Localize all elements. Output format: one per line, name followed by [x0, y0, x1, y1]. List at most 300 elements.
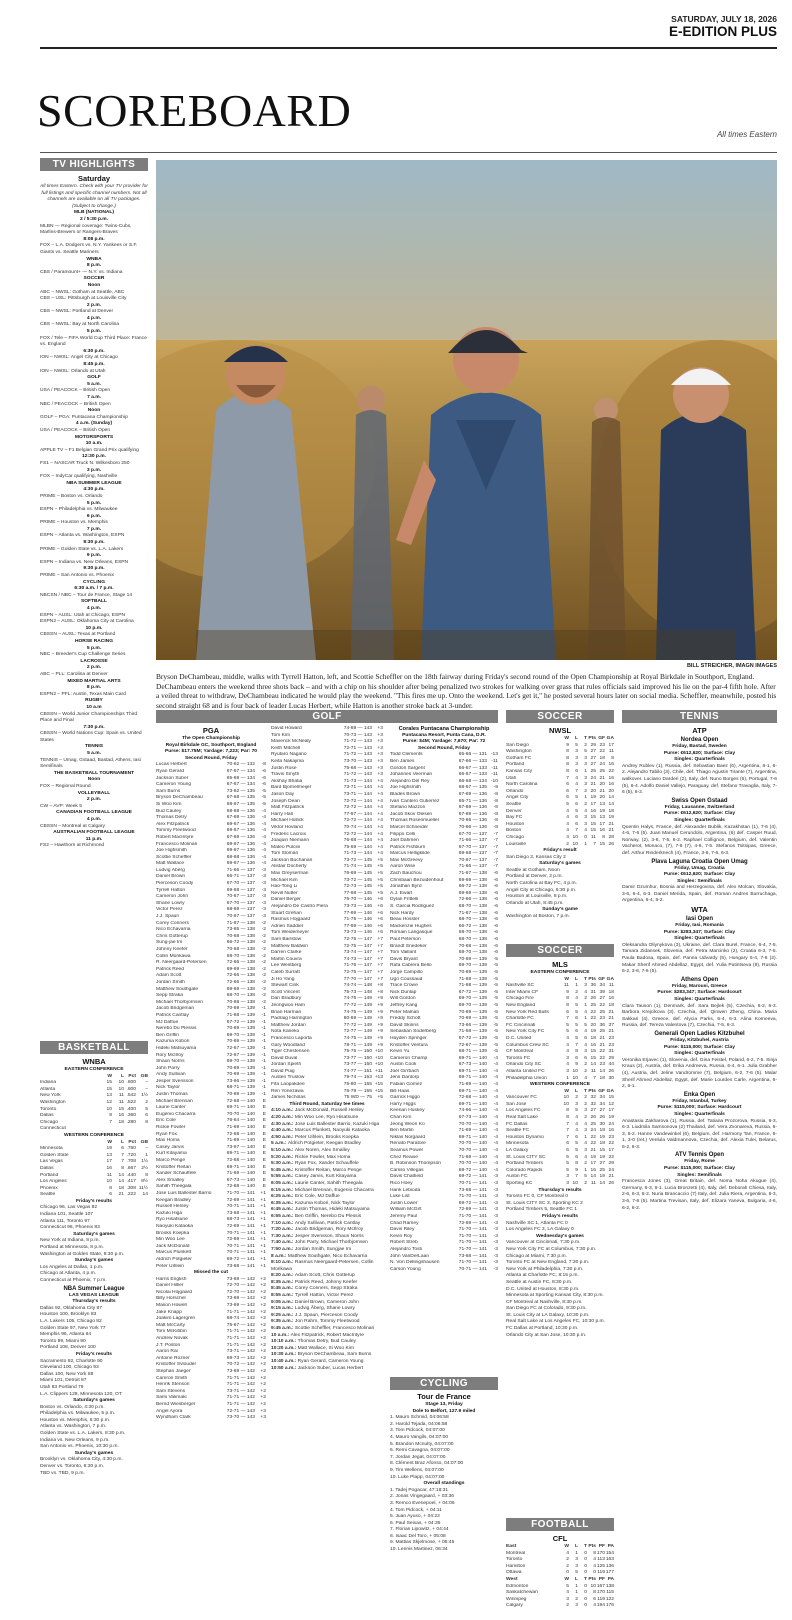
player-to-par: -7	[493, 838, 498, 844]
stat-value: 15	[590, 828, 596, 834]
stat-value: 6	[575, 768, 578, 774]
player-name: Tiger Christensen	[271, 1049, 310, 1055]
player-name: Alex Fitzpatrick	[156, 821, 190, 827]
stat-value: 4	[566, 834, 569, 840]
player-name: Todd Clements	[390, 752, 423, 758]
player-name: Rickie Fowler	[156, 1125, 186, 1131]
stat-value: .360	[126, 1113, 136, 1119]
stat-value: 4	[593, 1603, 596, 1609]
player-to-par: E	[262, 1138, 266, 1144]
player-score: 70-71 — 141	[458, 1180, 487, 1186]
result-line: Portland 108, Denver 100	[40, 1345, 96, 1351]
player-score: 71-71 — 142	[226, 1342, 255, 1348]
leaderboard-row	[156, 1204, 266, 1211]
player-to-par: -4	[493, 1167, 498, 1173]
stat-value: 5	[575, 1022, 578, 1028]
standings-row	[506, 1023, 614, 1030]
player-score: 73-70 — 143	[226, 1415, 255, 1421]
tv-listing: FOX / Tele – FIFA World Cup Third Place: France vs. England	[40, 335, 147, 348]
player-to-par: +2	[260, 1382, 266, 1388]
stat-value: 6	[566, 1141, 569, 1147]
stat-value: 19	[590, 795, 596, 801]
leaderboard-row	[271, 739, 383, 746]
stat-value: 3	[575, 1101, 578, 1107]
leaderboard-row	[156, 1105, 266, 1112]
leaderboard-row	[390, 792, 498, 799]
player-to-par: +4	[377, 844, 383, 850]
stat-value: 4	[593, 1557, 596, 1563]
stat-value: 1	[584, 768, 587, 774]
leaderboard-row	[156, 980, 266, 987]
player-name: Sahith Theegala	[156, 1184, 192, 1190]
player-score: 70-69 — 139	[458, 1016, 487, 1022]
pga-tee-times	[271, 1108, 383, 1372]
player-name: Justin Thomas	[156, 1092, 188, 1098]
tv-listing: ESPN – Philadelphia vs. Milwaukee	[40, 507, 118, 513]
player-to-par: +4	[377, 818, 383, 824]
player-name: Jeongwoo Ham	[271, 1002, 305, 1008]
leaderboard-row	[271, 1049, 383, 1056]
stat-value: 22	[608, 768, 614, 774]
stat-value: 5	[584, 1174, 587, 1180]
stat-value: 2	[584, 742, 587, 748]
stage-result: 7. Jordan Jegat, 04:07:00	[390, 1454, 446, 1460]
tv-sport-heading: SOCCER	[83, 276, 105, 282]
leaderboard-row	[271, 726, 383, 733]
team-name: Montreal	[506, 1550, 526, 1556]
tournament-purse: Purse: €612,620; Surface: Clay	[663, 811, 736, 817]
player-to-par: -3	[493, 1266, 498, 1272]
leaderboard-row	[390, 937, 498, 944]
stat-value: 2	[584, 1161, 587, 1167]
stat-value: 10	[572, 1181, 578, 1186]
stat-value: 167	[596, 1583, 605, 1589]
leaderboard-row	[156, 881, 266, 888]
stat-col-header: T	[584, 1544, 587, 1549]
tv-listing: APPLE TV – F1 Belgian Grand Prix qualifying	[40, 447, 139, 453]
game-line: Chicago at Atlanta, 4 p.m.	[40, 1271, 97, 1277]
stat-value: 17	[590, 1161, 596, 1167]
player-name: Keenan Huskey	[390, 1108, 425, 1114]
player-to-par: +7	[377, 956, 383, 962]
player-to-par: -3	[493, 1220, 498, 1226]
player-to-par: +2	[260, 1342, 266, 1348]
stat-value: 3	[575, 1603, 578, 1609]
result-line: Indiana 101, Seattle 107	[40, 1212, 94, 1218]
player-to-par: +6	[377, 910, 383, 916]
player-name: Matthew Jordan	[271, 1022, 306, 1028]
tv-time: 5 p.m.	[86, 500, 102, 506]
leaderboard-row	[271, 785, 383, 792]
player-name: Martin Couvra	[271, 956, 302, 962]
sl-sun-games	[40, 1457, 148, 1477]
player-name: Rasmus Hojgaard	[271, 917, 311, 923]
tv-sport-heading: CANADIAN FOOTBALL LEAGUE	[56, 810, 132, 816]
player-name: Marco Penge	[156, 1158, 186, 1163]
tournament-round: Singles: Semifinals	[677, 878, 722, 884]
game-line: San Diego FC at Colorado, 9:30 p.m.	[506, 1306, 587, 1312]
leaderboard-row	[156, 1336, 266, 1343]
tv-time: 2 p.m.	[86, 797, 102, 803]
standings-row	[506, 983, 614, 990]
tee-time: 4:40 a.m.:	[271, 1128, 295, 1134]
stat-col-header: GA	[606, 976, 614, 982]
stat-value: 26	[608, 1181, 614, 1186]
player-to-par: +9	[377, 1022, 383, 1028]
player-to-par: -4	[493, 1062, 498, 1068]
stat-value: 154	[605, 1550, 614, 1556]
player-to-par: -1	[261, 1045, 266, 1051]
stat-col-header: W	[564, 1544, 569, 1549]
leaderboard-row	[390, 1003, 498, 1010]
leaderboard-row	[156, 1006, 266, 1013]
stat-value: 6	[145, 1113, 148, 1119]
tournament-place: Friday, Marousi, Greece	[671, 983, 728, 989]
player-to-par: -8	[493, 818, 498, 824]
stat-value: 8½	[141, 1179, 148, 1185]
player-name: Tyrrell Hatton	[156, 887, 186, 893]
match-results: Andrey Rublev (1), Russia, def. Sebastian Baez (6), Argentina, 6-1, 6-2. Alejandro Tabilo (3), Chile, def. Thiago Agustin Tirante (7), Argentina, walkover. Luciano Darderi (2), Italy, def. Nuno Borges (5), Portugal, 7-6 (5), 6-4. Adolfo Daniel Vallejo, Paraguay, def. Stefano Travaglia, Italy, 7-6 (5), 6-2.	[622, 763, 777, 796]
tv-time: 7 a.m.	[87, 395, 101, 400]
standings-row	[40, 1166, 148, 1173]
player-name: Aldrich Potgieter	[156, 1256, 192, 1262]
player-to-par: -1	[261, 1059, 266, 1065]
player-to-par: -2	[261, 927, 266, 933]
team-name: Real Salt Lake	[506, 1115, 538, 1121]
stat-value: 0	[584, 834, 587, 840]
player-name: Filippo Celli	[390, 831, 416, 837]
player-score: 66-72 — 138	[458, 884, 487, 890]
result-line: Houston 100, Brooklyn 83	[40, 1312, 97, 1318]
stat-value: 5	[566, 1022, 569, 1028]
stat-value: 19	[599, 1134, 605, 1140]
player-name: Lucas Herbert	[156, 762, 187, 768]
player-score: 72-77 — 149	[343, 1029, 372, 1035]
stat-value: .440	[126, 1172, 136, 1178]
stat-value: 6	[575, 1134, 578, 1140]
team-name: Minnesota	[40, 1146, 63, 1152]
stat-value: 1	[584, 1167, 587, 1173]
stat-value: 26	[590, 996, 596, 1002]
stat-value: 136	[605, 1563, 614, 1569]
stat-value: 7	[575, 788, 578, 794]
player-name: Daniel Hillier	[156, 1283, 184, 1289]
result-line: Utah 83 Portland 79	[40, 1384, 84, 1390]
leaderboard-row	[271, 983, 383, 990]
tee-time: 5:30 a.m.:	[271, 1161, 295, 1167]
tv-listing: FOX – IndyCar qualifying, Nashville	[40, 474, 118, 480]
stat-value: 21	[608, 828, 614, 834]
match-results: Anastasia Zakharova (1), Russia, def. Tatiana Prozorova, Russia, 6-3, 6-3. Liudmila Samsonova (2) Thailand, def. Vera Zvonareva, Russia, 6-3, 6-2. Hanne Vandewinkel (6), Belgium, def. Harmony Tan, France, 6-1, 3-0 (ret.) Venlula Valdmannova, Czechia, def. Alexia Tulei, Belarus, 6-2, 6-3.	[622, 1118, 777, 1150]
tee-time-row	[271, 1141, 383, 1148]
stat-value: 10	[106, 1106, 112, 1112]
team-name: Boston	[506, 828, 522, 834]
player-score: 69-70 — 139	[458, 963, 487, 969]
leaderboard-row	[271, 1003, 383, 1010]
player-to-par: -5	[493, 989, 498, 995]
player-to-par: -6	[493, 890, 498, 896]
player-score: 68-67 — 135	[458, 785, 487, 791]
player-to-par: -4	[493, 1075, 498, 1081]
stat-value: 5	[566, 1154, 569, 1160]
player-name: Xander Schauffele	[156, 1171, 197, 1177]
leaderboard-row	[390, 1029, 498, 1036]
player-name: Bernd Wiesberger	[156, 1401, 196, 1407]
tv-time: 10 a.m	[86, 704, 102, 710]
player-name: Jeremy Paul	[390, 1213, 418, 1219]
player-score: 71-75 — 146	[343, 917, 372, 923]
player-name: Andy Sullivan	[156, 1072, 186, 1078]
player-to-par: -4	[493, 1134, 498, 1140]
leaderboard-row	[271, 930, 383, 937]
leaderboard-row	[390, 1207, 498, 1214]
tee-time-row	[271, 1339, 383, 1346]
tdf-route: Dole to Belfort, 127.9 miled	[412, 1408, 476, 1414]
player-to-par: -2	[261, 999, 266, 1005]
result-line: San Diego 2, Kansas City 2	[506, 854, 566, 860]
player-score: 69-68 — 137	[226, 887, 255, 893]
player-score: 70-70 — 140	[458, 1121, 487, 1127]
tv-listing: FOX – L.A. Dodgers vs. N.Y. Yankees or S.F. Giants vs. Seattle Mariners	[40, 243, 138, 255]
player-name: Romain Langasque	[390, 930, 433, 936]
game-line: Portland at Denver, 2 p.m.	[506, 874, 563, 880]
player-to-par: -7	[493, 831, 498, 837]
stat-value: 10	[563, 1095, 569, 1101]
tee-pairing: Andy Sullivan, Patrick Cantlay	[294, 1220, 361, 1226]
stat-col-header: W	[564, 976, 569, 982]
table-header	[506, 736, 614, 743]
leaderboard-row	[156, 1316, 266, 1323]
tv-time: 10 p.m.	[85, 625, 103, 631]
player-name: Kazuma Kobori	[156, 1039, 190, 1045]
player-score: 73-72 — 145	[343, 877, 372, 883]
player-to-par: -3	[493, 1253, 498, 1259]
tee-time: 8:10 a.m.:	[271, 1260, 295, 1266]
mls-thu-heading: Thursday's results	[538, 1187, 582, 1193]
player-to-par: -6	[493, 904, 498, 910]
stat-value: 10	[118, 1086, 124, 1092]
player-to-par: -10	[490, 778, 498, 784]
stat-value: 4	[575, 996, 578, 1002]
cfl-east-table	[506, 1544, 614, 1577]
player-score: 71-72 — 143	[343, 739, 372, 745]
player-name: Johannes Veerman	[390, 772, 433, 778]
leaderboard-row	[390, 1194, 498, 1201]
stat-value: 25	[599, 1029, 605, 1035]
stat-value: .222	[126, 1192, 136, 1198]
player-score: 72-72 — 144	[343, 818, 372, 824]
standings-row	[506, 1003, 614, 1010]
player-name: Si Woo Kim	[156, 801, 182, 807]
stat-value: 21	[590, 1148, 596, 1154]
player-to-par: -4	[493, 1161, 498, 1167]
tee-pairing: Kazuma Kobori, Nick Taylor	[294, 1200, 355, 1206]
player-score: 73-73 — 146	[343, 930, 372, 936]
stat-value: 14	[118, 1172, 124, 1178]
basketball-column	[40, 1057, 148, 1617]
tv-listing: ESPN2 – PFL: Austin, Texas Main Card	[40, 691, 126, 697]
player-score: 77-67 — 144	[343, 811, 372, 817]
team-name: Houston	[506, 821, 525, 827]
stat-value: .600	[126, 1080, 136, 1086]
tournament-round: Singles: Quarterfinals	[674, 817, 725, 823]
tv-time: 6:30 p.m.	[83, 348, 105, 354]
stat-value	[100, 1126, 112, 1133]
standings-row	[40, 1080, 148, 1087]
tee-time: 9:15 a.m.:	[271, 1306, 295, 1312]
player-score: 76-64 — 140	[226, 1118, 255, 1124]
tee-pairing: Laurie Canter, Sahith Theegala	[294, 1180, 363, 1186]
stat-value: 1	[584, 1134, 587, 1140]
player-score: 69-70 — 139	[226, 1032, 255, 1038]
tv-listing: PRIME – Boston vs. Orlando	[40, 493, 103, 499]
stat-col-header: Pts	[588, 1576, 596, 1582]
game-line: Washington at Boston, 7 p.m.	[506, 914, 570, 920]
player-name: Johnny Keefer	[156, 947, 188, 952]
player-score: 72-75 — 147	[343, 943, 372, 949]
stat-value: 14	[590, 1174, 596, 1180]
pga-title: PGA	[202, 726, 220, 735]
player-score: 79-74 — 153	[343, 1075, 372, 1081]
player-score: 72-69 — 141	[226, 1197, 255, 1203]
stat-value: 18	[118, 1185, 124, 1191]
player-score: 71-71 — 142	[226, 1375, 255, 1381]
player-score: 70-62 — 132	[226, 762, 255, 768]
player-name: J.T. Poston	[156, 1342, 181, 1348]
game-line: Vancouver at Cincinnati, 7:30 p.m.	[506, 1240, 581, 1246]
stage-result: 6. Remi Cavagna, 04:07:00	[390, 1448, 450, 1454]
stat-value: 2	[584, 1068, 587, 1074]
pga-missed-cut: Missed the cut	[194, 1270, 228, 1276]
result-line: Los Angeles FC 3, LA Galaxy 0	[506, 1227, 574, 1233]
tee-time: 9:05 a.m.:	[271, 1299, 295, 1305]
tee-time-row	[271, 1359, 383, 1366]
stat-value: 21	[599, 775, 605, 781]
player-to-par: E	[262, 1164, 266, 1170]
tennis-header: TENNIS	[622, 710, 777, 723]
player-score: 72-69 — 141	[226, 1237, 255, 1243]
player-score: 72-68 — 140	[458, 1095, 487, 1101]
team-col-header	[40, 1074, 100, 1081]
player-name: Mason Howell	[156, 1303, 187, 1309]
leaderboard-row	[390, 1036, 498, 1043]
tv-sport-heading: VOLLEYBALL	[77, 790, 111, 796]
stat-value: 2	[584, 1115, 587, 1121]
player-score: 70-67 — 137	[226, 914, 255, 920]
player-to-par: -3	[261, 914, 266, 920]
tee-pairing: Jack McDonald, Russell Henley	[294, 1108, 364, 1114]
player-name: John Parry	[156, 1065, 180, 1071]
tournament-round: Singles: Semifinals	[677, 1172, 722, 1178]
player-to-par: -5	[493, 983, 498, 989]
player-to-par: +2	[260, 1309, 266, 1315]
stat-value: 16	[590, 1042, 596, 1048]
player-name: Francesco Molinari	[156, 841, 198, 847]
stat-col-header: Pct	[128, 1073, 136, 1079]
player-score: 70-68 — 138	[226, 999, 255, 1005]
stat-value: 119	[597, 1570, 605, 1576]
player-name: Tom Vaillant	[390, 950, 417, 956]
player-name: Joel Girrbach	[390, 1068, 420, 1074]
stat-col-header: PF	[598, 1576, 605, 1582]
player-score: 68-70 — 138	[458, 917, 487, 923]
player-to-par: +4	[377, 824, 383, 830]
stat-value: 22	[590, 1141, 596, 1147]
stat-value: 22	[599, 749, 605, 755]
stat-value: 21	[608, 1029, 614, 1035]
player-to-par: +10	[374, 1062, 383, 1068]
stat-col-header: L	[575, 1544, 578, 1549]
game-line: Atlanta vs. Washington, 7 p.m.	[40, 1424, 107, 1430]
leaderboard-row	[271, 759, 383, 766]
tee-time: 9:35 a.m.:	[271, 1319, 295, 1325]
tv-listing: NBCSN / NBC – Tour de France, Stage 14	[40, 592, 133, 598]
tv-time: 5 a.m.	[87, 381, 101, 387]
stat-value: 31	[590, 989, 596, 995]
team-name: Chicago	[40, 1119, 58, 1125]
tournament-purse: Purse: $115,000; Surface: Hardcourt	[657, 1105, 742, 1111]
leaderboard-row	[390, 1016, 498, 1023]
player-to-par: +2	[260, 1355, 266, 1361]
player-name: Jens Dantorp	[390, 1075, 420, 1081]
stat-value: 22	[608, 1141, 614, 1147]
stat-value: 2	[575, 1596, 578, 1602]
leaderboard-row	[156, 1402, 266, 1409]
player-to-par: +2	[260, 1303, 266, 1309]
player-score: 69-71 — 140	[458, 1088, 487, 1094]
table-header	[506, 1577, 614, 1584]
player-score: 73-74 — 147	[343, 950, 372, 956]
stat-value: 4	[584, 1141, 587, 1147]
standings-row	[40, 1146, 148, 1153]
stat-value: 39	[599, 989, 605, 995]
player-score: 76-68 — 144	[343, 838, 372, 844]
tee-time: 8:55 a.m.:	[271, 1293, 295, 1299]
player-name: Tom McKibbin	[156, 1329, 187, 1335]
player-score: 72-71 — 143	[343, 745, 372, 751]
tournament-place: Friday, Umag, Croatia	[674, 865, 725, 871]
tv-time: 9:30 p.m.	[83, 566, 105, 572]
player-score: 68-70 — 138	[458, 930, 487, 936]
tee-pairing: Patrick Reed, Johnny Keefer	[294, 1279, 358, 1285]
stat-value: 138	[605, 1583, 614, 1589]
player-score: 72-66 — 138	[226, 973, 255, 979]
player-name: Wyndham Clark	[156, 1415, 191, 1421]
player-score: 73-67 — 140	[226, 1144, 255, 1150]
tee-pairing: Tyrrell Hatton, Victor Perez	[294, 1293, 354, 1299]
player-score: 73-71 — 144	[343, 791, 372, 797]
player-score: 71-72 — 143	[343, 752, 372, 758]
stat-value: 19	[608, 815, 614, 821]
result-line: Nashville SC 1, Atlanta FC 0	[506, 1220, 568, 1226]
stat-value: 8	[566, 755, 569, 761]
team-col-header	[506, 1089, 560, 1096]
tv-time: 7 p.m.	[86, 526, 102, 532]
player-name: Travis Smyth	[271, 772, 300, 778]
result-line: Chicago 96, Las Vegas 82	[40, 1205, 98, 1211]
mls-west-table	[506, 1089, 614, 1188]
leaderboard-row	[156, 973, 266, 980]
player-to-par: -2	[261, 979, 266, 985]
stat-value: 29	[608, 1161, 614, 1167]
player-name: Henrik Stenson	[156, 1382, 190, 1388]
cycling-column	[390, 1392, 498, 1618]
player-to-par: -7	[493, 844, 498, 850]
player-score: 68-73 — 141	[226, 1217, 255, 1223]
player-name: Jackson Suber	[156, 775, 189, 781]
tournament-name: Swiss Open Gstaad	[671, 797, 728, 804]
stat-value: 27	[599, 1108, 605, 1114]
